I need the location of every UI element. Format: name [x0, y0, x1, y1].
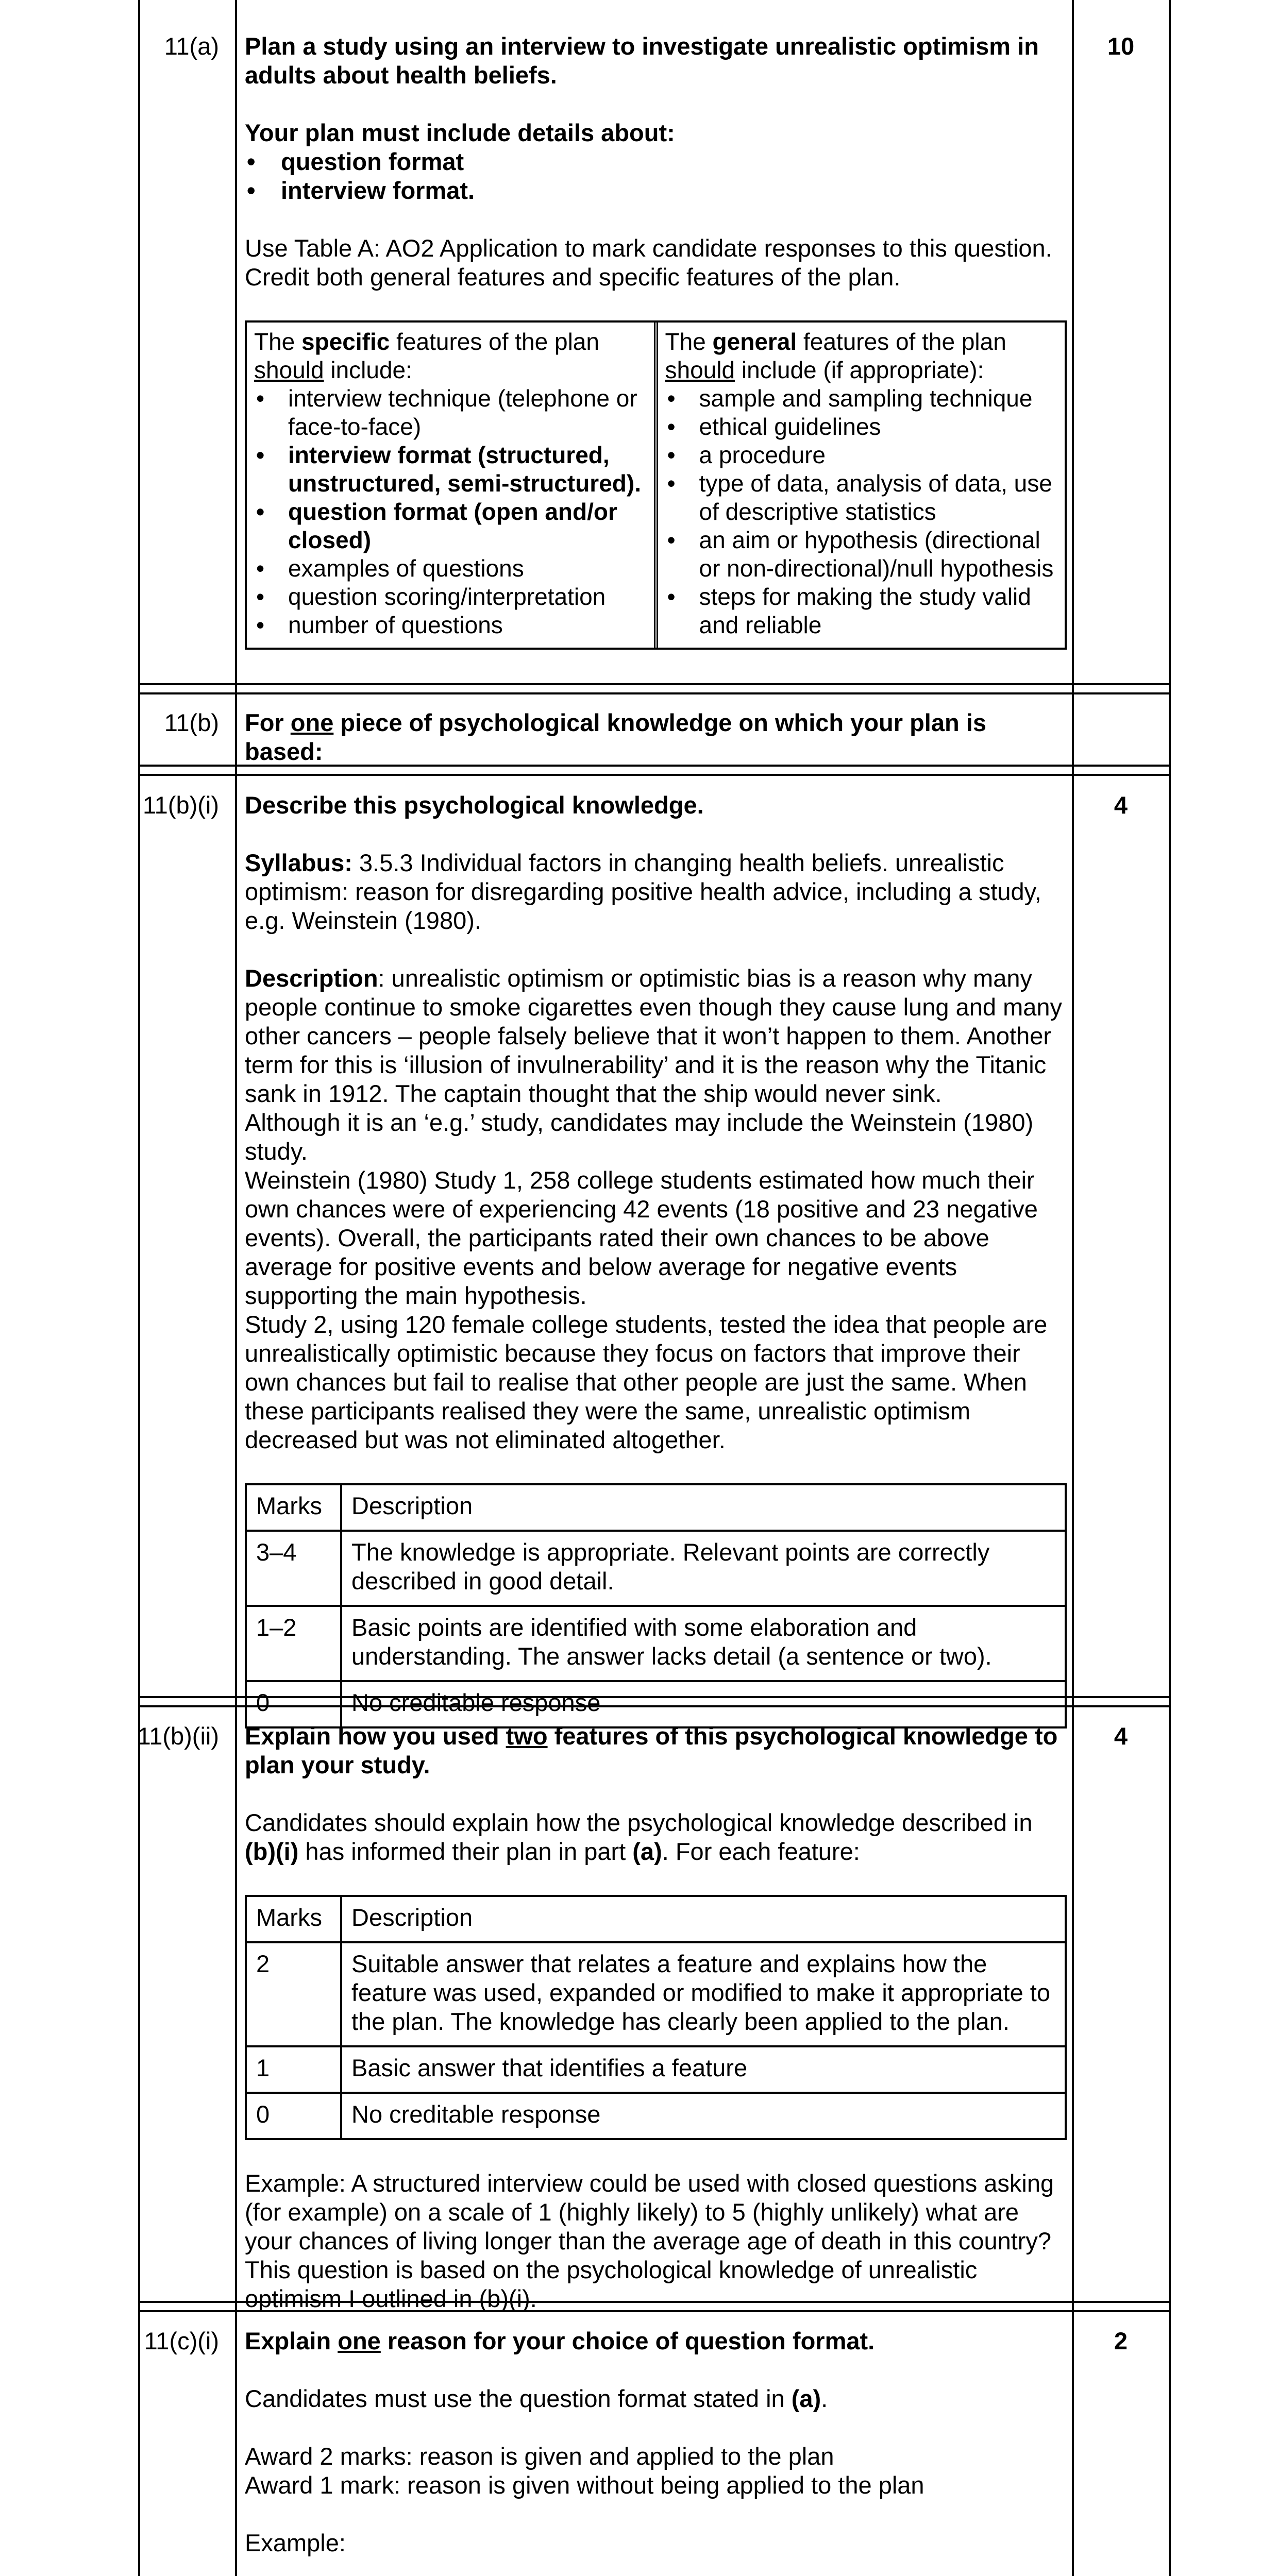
table-cell: 3–4 — [246, 1531, 341, 1606]
question-heading: Explain how you used two features of this psychological knowledge to plan your study. — [245, 1722, 1058, 1778]
table-cell: 1–2 — [246, 1606, 341, 1681]
general-features-list — [665, 384, 1058, 639]
table-header-cell: Description — [341, 1484, 1066, 1531]
table-row — [246, 1531, 1066, 1606]
question-number: 11(c)(i) — [144, 2327, 219, 2354]
table-row — [246, 2093, 1066, 2139]
features-table — [245, 320, 1067, 650]
example-text: Example: A structured interview could be used with closed questions asking (for example) on a scale of 1 (highly likely) to 5 (highly unlikely) what are your chances of living longer than the average age of death in this country? This question is based on the psychological knowledge of unrealistic optimism I outlined in (b)(i). — [245, 2170, 1054, 2312]
table-cell: No creditable response — [341, 1681, 1066, 1727]
award-2-text: Award 2 marks: reason is given and applied to the plan — [245, 2443, 834, 2470]
list-item: • ethical guidelines — [665, 413, 1058, 441]
list-item: • question format (open and/or closed) — [254, 498, 647, 554]
intro-text: Candidates should explain how the psychological knowledge described in (b)(i) has informed their plan in part (a). For each feature: — [245, 1809, 1033, 1865]
table-cell: Basic points are identified with some elaboration and understanding. The answer lacks detail (a sentence or two). — [341, 1606, 1066, 1681]
table-cell: 0 — [246, 1681, 341, 1727]
list-item: • an aim or hypothesis (directional or non-directional)/null hypothesis — [665, 526, 1058, 583]
intro-text: Candidates must use the question format stated in (a). — [245, 2385, 828, 2412]
table-row — [246, 2046, 1066, 2093]
left-border — [138, 0, 140, 2576]
table-row — [246, 1681, 1066, 1727]
table-cell: 2 — [246, 1942, 341, 2046]
list-item: • type of data, analysis of data, use of descriptive statistics — [665, 469, 1058, 526]
question-11bii-content — [245, 1722, 1067, 2313]
question-11b-content — [245, 708, 1067, 795]
table-header-cell: Marks — [246, 1484, 341, 1531]
table-header-cell: Marks — [246, 1896, 341, 1942]
table-header-row — [246, 1484, 1066, 1531]
list-item: • interview format (structured, unstructured, semi-structured). — [254, 441, 647, 498]
question-heading: Explain one reason for your choice of question format. — [245, 2327, 875, 2354]
list-item: • a procedure — [665, 441, 1058, 469]
question-number: 11(a) — [164, 32, 219, 60]
marks-value: 4 — [1114, 1722, 1128, 1750]
specific-features-cell — [247, 323, 658, 648]
question-number: 11(b) — [164, 709, 219, 736]
paragraph: Weinstein (1980) Study 1, 258 college students estimated how much their own chances were of experiencing 42 events (18 positive and 23 negative events). Overall, the participants rated their own chances to be above average for positive events and below average for negative events supporting the main hypothesis. — [245, 1166, 1038, 1309]
list-item: • steps for making the study valid and reliable — [665, 583, 1058, 639]
must-include-label: Your plan must include details about: — [245, 119, 675, 146]
marks-value: 2 — [1114, 2327, 1128, 2354]
general-intro: The general features of the plan should include (if appropriate): — [665, 328, 1006, 383]
specific-intro: The specific features of the plan should include: — [254, 328, 599, 383]
list-item: • number of questions — [254, 611, 647, 639]
question-heading: Describe this psychological knowledge. — [245, 791, 704, 819]
marks-table — [245, 1483, 1067, 1728]
question-number: 11(b)(i) — [143, 791, 219, 819]
content-col-divider — [1072, 0, 1074, 2576]
question-heading: Plan a study using an interview to investigate unrealistic optimism in adults about health beliefs. — [245, 32, 1039, 89]
marks-table — [245, 1895, 1067, 2140]
question-11a-content — [245, 32, 1067, 650]
table-cell: Basic answer that identifies a feature — [341, 2046, 1066, 2093]
row-separator — [138, 683, 1171, 694]
table-cell: 1 — [246, 2046, 341, 2093]
right-border — [1169, 0, 1171, 2576]
paragraph: Although it is an ‘e.g.’ study, candidates may include the Weinstein (1980) study. — [245, 1109, 1034, 1165]
table-header-cell: Description — [341, 1896, 1066, 1942]
table-row — [246, 1606, 1066, 1681]
specific-features-list — [254, 384, 647, 639]
table-cell: 0 — [246, 2093, 341, 2139]
table-cell: No creditable response — [341, 2093, 1066, 2139]
must-include-list — [245, 147, 1067, 205]
question-11ci-content — [245, 2327, 1067, 2576]
table-row — [246, 1942, 1066, 2046]
list-item: • interview format. — [245, 176, 1067, 205]
question-11bi-content — [245, 791, 1067, 1728]
instruction-text: Use Table A: AO2 Application to mark candidate responses to this question. Credit both general features and specific features of the plan. — [245, 234, 1052, 291]
question-number: 11(b)(ii) — [137, 1722, 219, 1750]
list-item: • question format — [245, 147, 1067, 176]
num-col-divider — [235, 0, 237, 2576]
question-heading: For one piece of psychological knowledge on which your plan is based: — [245, 709, 986, 765]
marks-value: 10 — [1107, 32, 1135, 60]
description-text: Description: unrealistic optimism or optimistic bias is a reason why many people continue to smoke cigarettes even though they cause lung and many other cancers – people falsely believe that it won’t happen to them. Another term for this is ‘illusion of invulnerability’ and it is the reason why the Titanic sank in 1912. The captain thought that the ship would never sink. — [245, 964, 1062, 1107]
syllabus-text: Syllabus: 3.5.3 Individual factors in changing health beliefs. unrealistic optimism: reason for disregarding positive health advice, including a study, e.g. Weinstein (1980). — [245, 849, 1041, 934]
table-header-row — [246, 1896, 1066, 1942]
paragraph: Study 2, using 120 female college students, tested the idea that people are unrealistically optimistic because they focus on factors that improve their own chances but fail to realise that other people are just the same. When these participants realised they were the same, unrealistic optimism decreased but was not eliminated altogether. — [245, 1311, 1048, 1453]
award-1-text: Award 1 mark: reason is given without being applied to the plan — [245, 2471, 924, 2499]
list-item: • question scoring/interpretation — [254, 583, 647, 611]
marks-value: 4 — [1114, 791, 1128, 819]
list-item: • interview technique (telephone or face-to-face) — [254, 384, 647, 441]
table-cell: Suitable answer that relates a feature and explains how the feature was used, expanded or modified to make it appropriate to the plan. The knowledge has clearly been applied to the plan. — [341, 1942, 1066, 2046]
list-item: • sample and sampling technique — [665, 384, 1058, 413]
example-label: Example: — [245, 2529, 346, 2556]
general-features-cell — [658, 323, 1065, 648]
table-cell: The knowledge is appropriate. Relevant points are correctly described in good detail. — [341, 1531, 1066, 1606]
list-item: • examples of questions — [254, 554, 647, 583]
